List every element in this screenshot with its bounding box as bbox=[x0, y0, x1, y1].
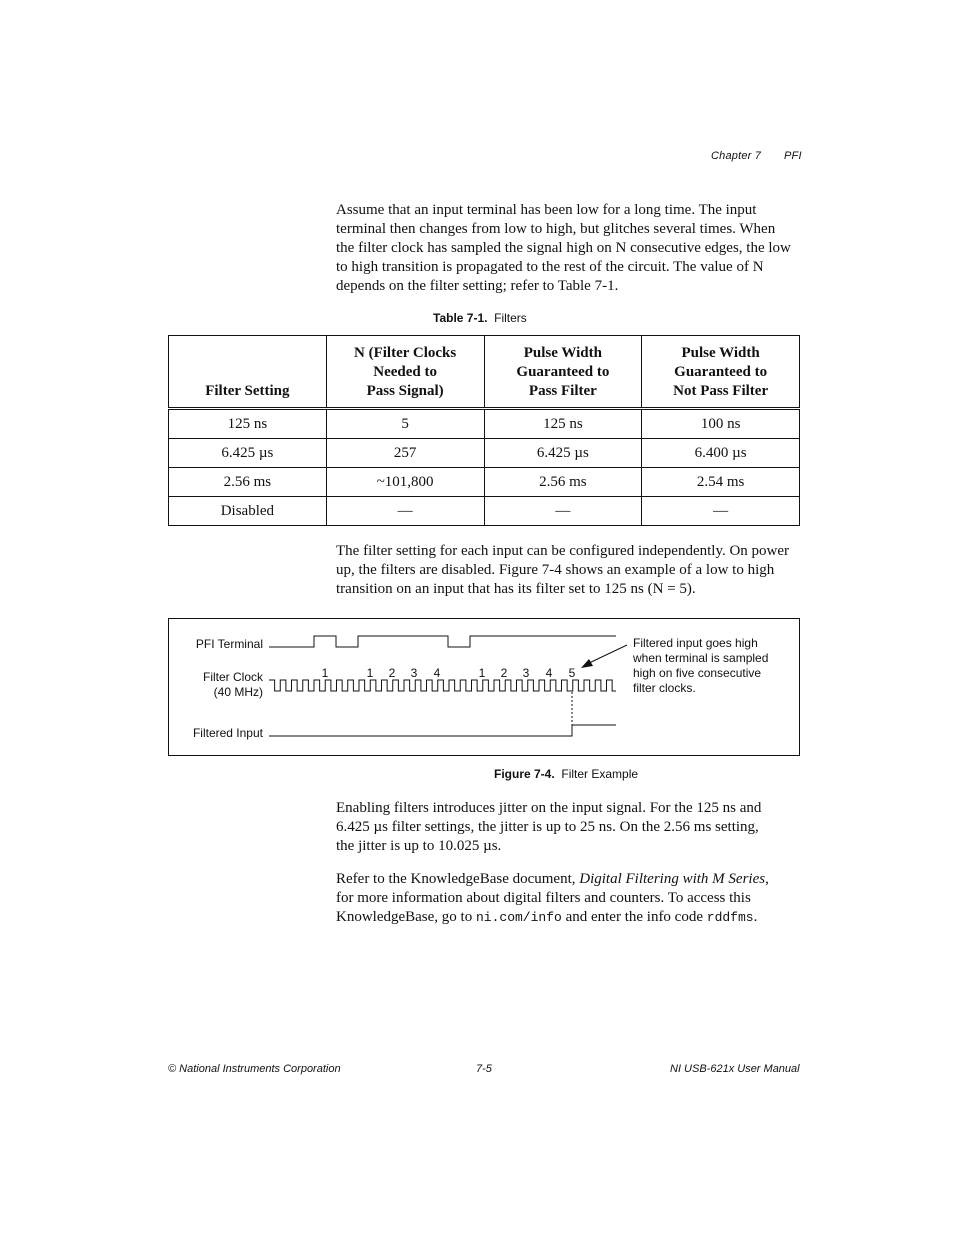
table-caption-label: Table 7-1. bbox=[433, 311, 488, 325]
text-line: the filter clock has sampled the signal high on N consecutive edges, the low bbox=[336, 240, 791, 256]
refer-text: and enter the info code bbox=[561, 909, 707, 925]
running-header-section: PFI bbox=[784, 150, 802, 162]
text-line: The filter setting for each input can be configured independently. On power bbox=[336, 543, 790, 559]
clock-count: 1 bbox=[321, 666, 329, 680]
header-line: Pulse Width bbox=[681, 345, 760, 361]
filter-clock-label: Filter Clock bbox=[202, 670, 263, 684]
table-row bbox=[169, 439, 800, 468]
table-cell: 100 ns bbox=[642, 409, 800, 439]
text-line: to high transition is propagated to the rest of the circuit. The value of N bbox=[336, 259, 764, 275]
table-row bbox=[169, 497, 800, 526]
header-line: Guaranteed to bbox=[674, 364, 768, 380]
table-caption-text: Filters bbox=[494, 311, 527, 325]
jitter-paragraph bbox=[336, 799, 800, 856]
text-line: Assume that an input terminal has been low for a long time. The input bbox=[336, 202, 757, 218]
text-line bbox=[336, 870, 800, 889]
header-line: Guaranteed to bbox=[516, 364, 610, 380]
table-cell: 6.425 µs bbox=[484, 439, 642, 468]
refer-text: Refer to the KnowledgeBase document, bbox=[336, 871, 580, 887]
table-row bbox=[169, 409, 800, 439]
table-caption bbox=[433, 311, 527, 325]
text-line: the jitter is up to 10.025 µs. bbox=[336, 838, 502, 854]
footer-copyright: © National Instruments Corporation bbox=[168, 1063, 341, 1075]
annotation-line: high on five consecutive bbox=[633, 666, 762, 680]
header-pass-width bbox=[484, 336, 642, 409]
header-line: Pass Filter bbox=[528, 383, 597, 399]
text-line: depends on the filter setting; refer to Table 7-1. bbox=[336, 278, 619, 294]
table-cell: 2.54 ms bbox=[642, 468, 800, 497]
header-line: N (Filter Clocks bbox=[354, 345, 457, 361]
info-code: rddfms bbox=[706, 910, 754, 925]
header-line: Needed to bbox=[373, 364, 437, 380]
table-cell: Disabled bbox=[169, 497, 327, 526]
figure-caption bbox=[494, 767, 638, 781]
running-header-chapter: Chapter 7 bbox=[711, 150, 762, 162]
footer-manual-title: NI USB-621x User Manual bbox=[670, 1063, 800, 1075]
table-cell: — bbox=[642, 497, 800, 526]
text-line: 6.425 µs filter settings, the jitter is up to 25 ns. On the 2.56 ms setting, bbox=[336, 819, 759, 835]
header-not-pass-width bbox=[642, 336, 800, 409]
refer-text: KnowledgeBase, go to bbox=[336, 909, 476, 925]
clock-count: 3 bbox=[410, 666, 418, 680]
header-line: Pulse Width bbox=[523, 345, 602, 361]
table-cell: 2.56 ms bbox=[484, 468, 642, 497]
header-line: Filter Setting bbox=[205, 383, 290, 399]
refer-text: . bbox=[753, 909, 758, 925]
table-header-row bbox=[169, 336, 800, 409]
table-cell: — bbox=[484, 497, 642, 526]
clock-count: 3 bbox=[522, 666, 530, 680]
text-line: for more information about digital filters and counters. To access this bbox=[336, 890, 751, 906]
table-cell: — bbox=[326, 497, 484, 526]
annotation-line: when terminal is sampled bbox=[633, 651, 769, 665]
filters-table bbox=[168, 335, 800, 526]
middle-paragraph bbox=[336, 542, 800, 599]
annotation-line: filter clocks. bbox=[633, 681, 696, 695]
timing-diagram bbox=[169, 619, 799, 755]
filtered-input-label: Filtered Input bbox=[192, 726, 263, 740]
annotation-line: Filtered input goes high bbox=[633, 636, 758, 650]
filter-clock-freq-label: (40 MHz) bbox=[213, 685, 263, 699]
table-cell: 2.56 ms bbox=[169, 468, 327, 497]
clock-count: 4 bbox=[545, 666, 553, 680]
refer-paragraph bbox=[336, 870, 800, 927]
footer-page-number: 7-5 bbox=[476, 1063, 492, 1075]
table-cell: 5 bbox=[326, 409, 484, 439]
table-cell: 6.425 µs bbox=[169, 439, 327, 468]
intro-paragraph bbox=[336, 201, 800, 296]
text-line: transition on an input that has its filter set to 125 ns (N = 5). bbox=[336, 581, 696, 597]
filter-example-figure bbox=[168, 618, 800, 756]
text-line: Enabling filters introduces jitter on the input signal. For the 125 ns and bbox=[336, 800, 762, 816]
knowledgebase-url[interactable]: ni.com/info bbox=[475, 910, 562, 925]
table-cell: 125 ns bbox=[484, 409, 642, 439]
text-line: terminal then changes from low to high, but glitches several times. When bbox=[336, 221, 776, 237]
table-cell: ~101,800 bbox=[326, 468, 484, 497]
document-title: Digital Filtering with M Series bbox=[579, 871, 766, 887]
refer-text: , bbox=[765, 871, 769, 887]
header-line: Not Pass Filter bbox=[673, 383, 769, 399]
table-cell: 257 bbox=[326, 439, 484, 468]
header-n-filter-clocks bbox=[326, 336, 484, 409]
annotation-arrow bbox=[587, 645, 627, 664]
clock-count: 2 bbox=[388, 666, 396, 680]
text-line: up, the filters are disabled. Figure 7-4 shows an example of a low to high bbox=[336, 562, 775, 578]
arrow-head-icon bbox=[581, 659, 593, 668]
clock-count: 5 bbox=[568, 666, 576, 680]
table-cell: 125 ns bbox=[169, 409, 327, 439]
text-line bbox=[336, 908, 800, 927]
clock-count: 1 bbox=[478, 666, 486, 680]
header-filter-setting bbox=[169, 336, 327, 409]
figure-caption-label: Figure 7-4. bbox=[494, 767, 555, 781]
table-row bbox=[169, 468, 800, 497]
filtered-input-waveform bbox=[269, 725, 616, 736]
figure-caption-text: Filter Example bbox=[561, 767, 639, 781]
clock-count: 4 bbox=[433, 666, 441, 680]
filter-clock-waveform bbox=[269, 680, 616, 691]
pfi-terminal-waveform bbox=[269, 636, 616, 647]
table-cell: 6.400 µs bbox=[642, 439, 800, 468]
pfi-terminal-label: PFI Terminal bbox=[195, 637, 263, 651]
header-line: Pass Signal) bbox=[366, 383, 444, 399]
clock-count: 2 bbox=[500, 666, 508, 680]
clock-count: 1 bbox=[366, 666, 374, 680]
